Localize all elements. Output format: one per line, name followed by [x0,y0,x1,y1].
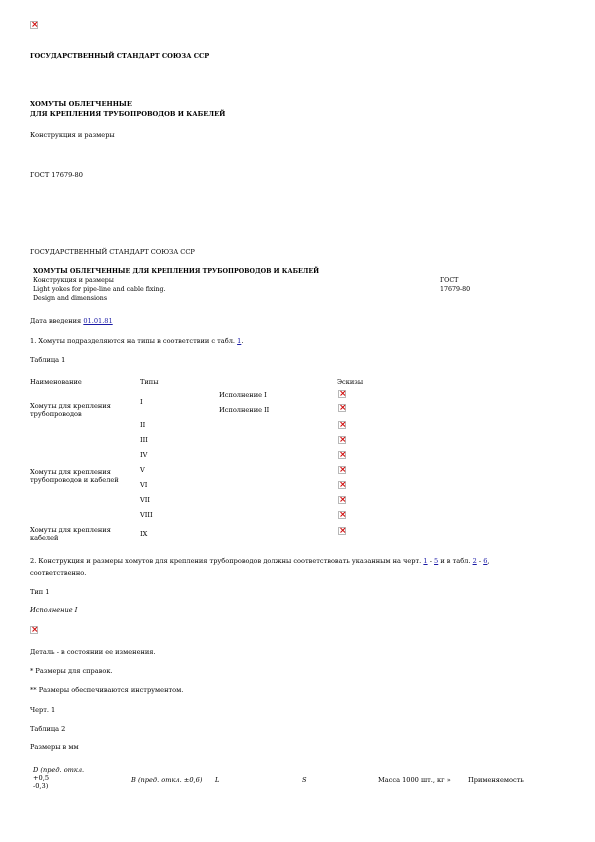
variant-label: Исполнение II [219,406,270,414]
table1-header-name: Наименование [30,378,82,386]
note-detail: Деталь - в состоянии ее изменения. [30,648,156,656]
table1-group-pipes-cables: Хомуты для крепления трубопроводов и кабелей [30,468,119,484]
para2-text2: и в табл. [438,557,471,565]
note-reference: * Размеры для справок. [30,667,113,675]
header-title: ХОМУТЫ ОБЛЕГЧЕННЫЕ ДЛЯ КРЕПЛЕНИЯ ТРУБОПРОВОДОВ И КАБЕЛЕЙ [33,268,320,275]
para1-text: 1. Хомуты подразделяются на типы в соответствии с табл. [30,337,235,345]
sketch-image-icon [338,436,346,444]
drawing1-link[interactable]: 1 [423,557,428,565]
broken-image-icon [30,21,38,29]
date-link[interactable]: 01.01.81 [83,317,113,325]
header-subtitle-ru: Конструкция и размеры [33,277,114,284]
variant-label: Исполнение I [219,391,267,399]
sketch-image-icon [338,451,346,459]
sketch-image-icon [338,511,346,519]
table2-header-s: S [302,776,307,784]
drawing5-link[interactable]: 5 [434,557,439,565]
cover-org: ГОСУДАРСТВЕННЫЙ СТАНДАРТ СОЮЗА ССР [30,52,210,60]
drawing-caption: Черт. 1 [30,706,56,714]
sketch-image-icon [338,481,346,489]
table2-header-b: B (пред. откл. ±0,6) [131,776,203,784]
para2-text: 2. Конструкция и размеры хомутов для крепления трубопроводов должны соответствовать указанным на черт. [30,557,422,565]
table2-link[interactable]: 2 [472,557,477,565]
type-row-label: VIII [140,511,153,519]
sketch-image-icon [338,404,346,412]
type-row-label: IX [140,530,148,538]
type-row-label: VII [140,496,150,504]
para2-line2: соответственно. [30,569,87,577]
sketch-image-icon [338,466,346,474]
table2-header-mass: Масса 1000 шт., кг » [378,776,451,784]
table1-header-sketches: Эскизы [337,378,364,386]
table1-link[interactable]: 1 [237,337,242,345]
cover-code: ГОСТ 17679-80 [30,171,83,179]
table2-units: Размеры в мм [30,743,79,751]
header-d-line3: -0,3) [33,782,49,790]
para1 [30,337,243,345]
sketch-image-icon [338,527,346,535]
sketch-image-icon [338,390,346,398]
table1-group-cables: Хомуты для крепления кабелей [30,526,111,542]
header-d-line2: +0,5 [33,774,50,782]
table2-header-d [33,766,84,790]
table2-header-use: Применяемость [468,776,524,784]
cover-subtitle: Конструкция и размеры [30,131,115,139]
table2-header-l: L [215,776,220,784]
sketch-image-icon [338,421,346,429]
type-row-label: V [140,466,145,474]
intro-date [30,317,113,325]
cover-title-line1: ХОМУТЫ ОБЛЕГЧЕННЫЕ [30,100,132,108]
type-row-label: II [140,421,146,429]
cover-title-line2: ДЛЯ КРЕПЛЕНИЯ ТРУБОПРОВОДОВ И КАБЕЛЕЙ [30,110,226,118]
para1-end: . [241,337,244,345]
type-row-label: I [140,398,143,406]
header-d-line1: D (пред. откл. [33,766,85,774]
table1-group-pipes: Хомуты для крепления трубопроводов [30,402,111,418]
table1-title: Таблица 1 [30,356,66,364]
para2-sep2: - [476,557,484,565]
gost-number: 17679-80 [440,286,471,293]
date-label: Дата введения [30,317,82,325]
para2-sep: - [427,557,435,565]
table1-header-types: Типы [140,378,159,386]
header-subtitle-en: Design and dimensions [33,295,108,302]
header-title-en: Light yokes for pipe-line and cable fixing. [33,286,166,293]
type1-variant: Исполнение I [30,606,78,614]
para2-comma: , [487,557,490,565]
type-row-label: III [140,436,148,444]
sketch-image-icon [338,496,346,504]
table2-title: Таблица 2 [30,725,66,733]
type-row-label: IV [140,451,148,459]
drawing-image-icon [30,626,38,634]
header-org: ГОСУДАРСТВЕННЫЙ СТАНДАРТ СОЮЗА ССР [30,248,195,256]
gost-label: ГОСТ [440,277,459,284]
para2 [30,557,490,565]
type-row-label: VI [140,481,148,489]
type1-title: Тип 1 [30,588,50,596]
note-tool: ** Размеры обеспечиваются инструментом. [30,686,184,694]
table6-link[interactable]: 6 [483,557,488,565]
